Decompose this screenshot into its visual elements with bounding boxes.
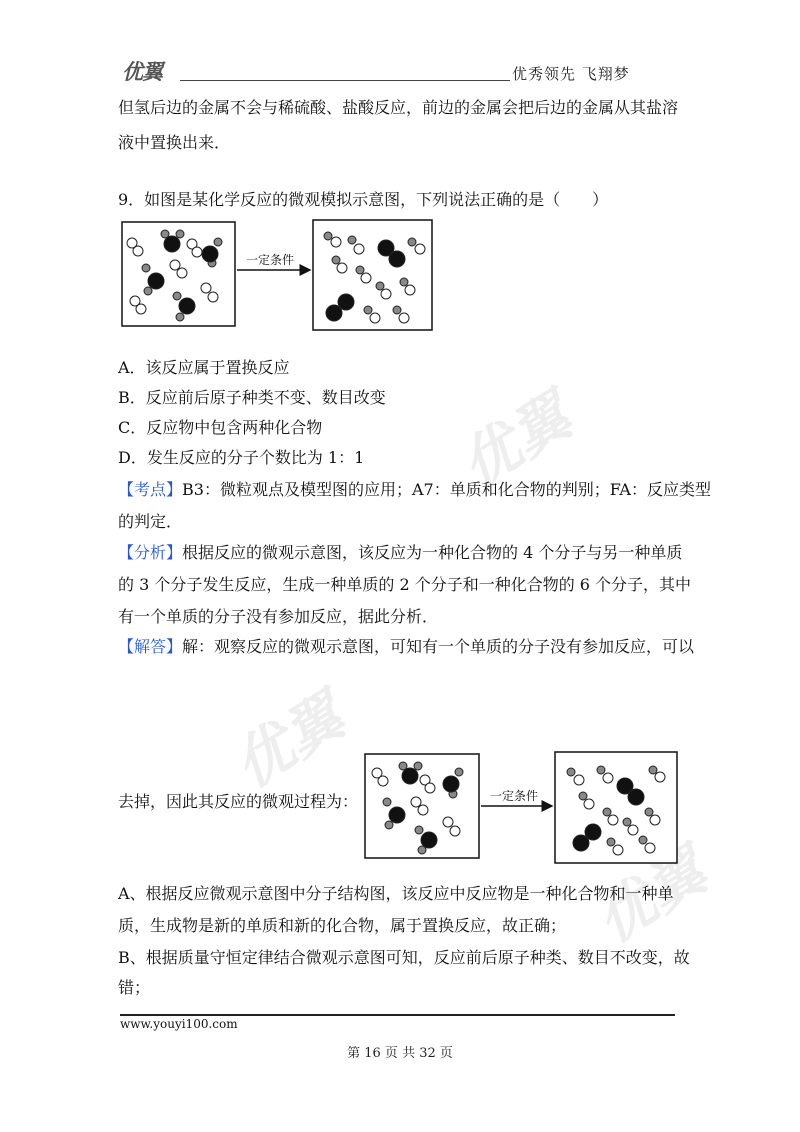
watermark: 优翼 [583, 836, 718, 956]
intro-line: 液中置换出来． [118, 133, 231, 152]
analysis-line: B、根据质量守恒定律结合微观示意图可知，反应前后原子种类、数目不改变，故 [118, 948, 690, 967]
kaodian-tag: 【考点】 [118, 480, 183, 499]
arrow-label: 一定条件 [490, 789, 539, 803]
arrow-label: 一定条件 [246, 253, 295, 267]
kaodian-text: B3：微粒观点及模型图的应用；A7：单质和化合物的判别；FA：反应类型 [182, 480, 711, 499]
page-number: 第 16 页 共 32 页 [347, 1046, 453, 1061]
fenxi-text: 根据反应的微观示意图，该反应为一种化合物的 4 个分子与另一种单质 [182, 543, 683, 562]
header-logo: 优翼 [122, 60, 162, 84]
jieda-text: 解：观察反应的微观示意图，可知有一个单质的分子没有参加反应，可以 [182, 637, 695, 656]
fenxi-line-2: 的 3 个分子发生反应，生成一种单质的 2 个分子和一种化合物的 6 个分子，其中 [118, 575, 692, 594]
analysis-line: 错； [118, 978, 151, 997]
fenxi-line [118, 543, 682, 563]
footer-divider [120, 1014, 675, 1016]
analysis-line: A、根据反应微观示意图中分子结构图，该反应中反应物是一种化合物和一种单 [118, 884, 674, 903]
jieda-line [118, 637, 694, 657]
header-divider [180, 80, 510, 81]
option-a: A．该反应属于置换反应 [118, 358, 290, 377]
header-slogan: 优秀领先 飞翔梦 [512, 65, 630, 83]
fenxi-tag: 【分析】 [118, 543, 183, 562]
question-stem: 9．如图是某化学反应的微观模拟示意图，下列说法正确的是（ ） [118, 190, 609, 209]
reaction-diagram-simplified [363, 750, 688, 866]
kaodian-line-2: 的判定． [118, 512, 183, 531]
reaction-diagram [120, 218, 450, 334]
jieda-tag: 【解答】 [118, 637, 183, 656]
jieda-line-2: 去掉，因此其反应的微观过程为： [118, 792, 359, 811]
watermark: 优翼 [221, 681, 356, 801]
option-d: D．发生反应的分子个数比为 1：1 [118, 448, 365, 467]
option-c: C．反应物中包含两种化合物 [118, 418, 323, 437]
fenxi-line-3: 有一个单质的分子没有参加反应，据此分析． [118, 607, 439, 626]
option-b: B．反应前后原子种类不变、数目改变 [118, 388, 386, 407]
analysis-line: 质，生成物是新的单质和新的化合物，属于置换反应，故正确； [118, 916, 567, 935]
watermark: 优翼 [448, 381, 583, 501]
kaodian-line [118, 480, 711, 500]
footer-url: www.youyi100.com [120, 1017, 238, 1031]
intro-line: 但氢后边的金属不会与稀硫酸、盐酸反应，前边的金属会把后边的金属从其盐溶 [118, 98, 679, 117]
